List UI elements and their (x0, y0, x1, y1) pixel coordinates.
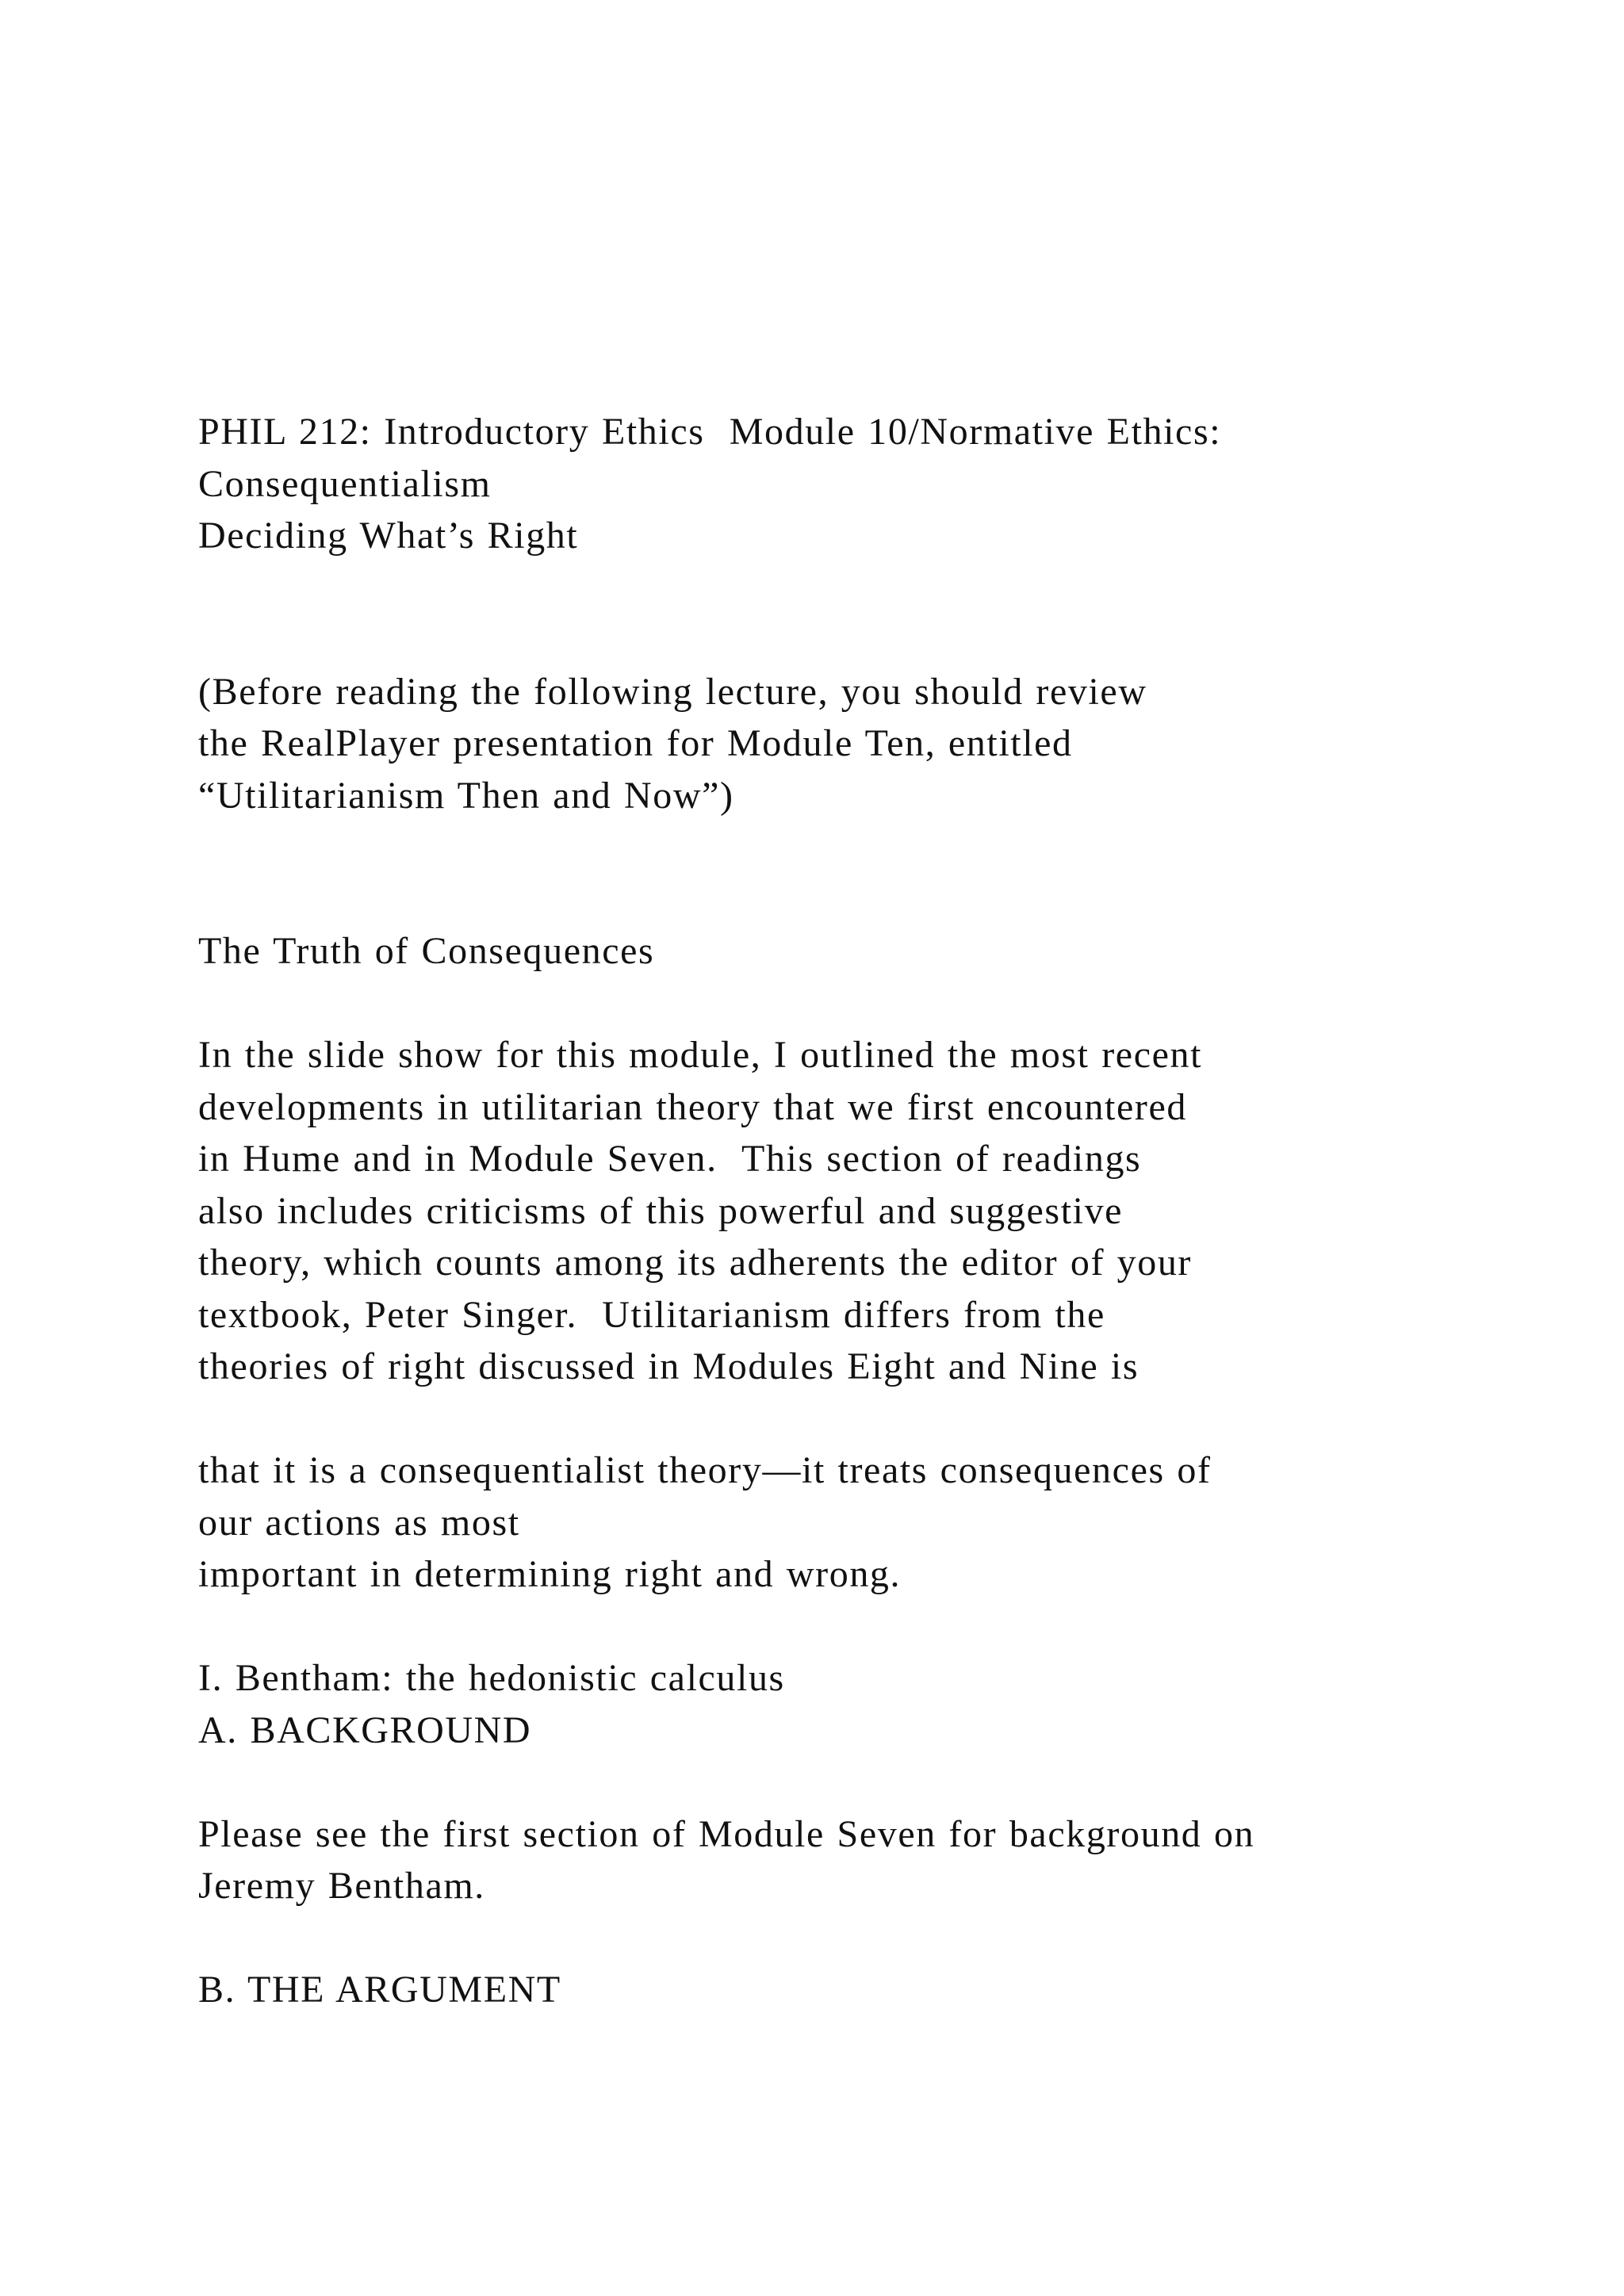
paragraph-line: our actions as most (198, 1501, 520, 1544)
spacer (198, 1912, 1507, 1965)
paragraph-line: also includes criticisms of this powerful and suggestive (198, 1189, 1124, 1232)
paragraph-line: important in determining right and wrong. (198, 1553, 902, 1595)
spacer (198, 821, 1507, 925)
paragraph-line: Jeremy Bentham. (198, 1865, 485, 1907)
document-header (198, 406, 1507, 562)
preface-line: (Before reading the following lecture, you should review (198, 670, 1147, 713)
preface-line: “Utilitarianism Then and Now”) (198, 774, 734, 817)
paragraph-line: theories of right discussed in Modules Eight and Nine is (198, 1345, 1139, 1387)
spacer (198, 1756, 1507, 1808)
header-line-topic: Consequentialism (198, 462, 492, 505)
paragraph-line: in Hume and in Module Seven. This section of readings (198, 1138, 1142, 1180)
heading-argument: B. THE ARGUMENT (198, 1969, 561, 2011)
document-body (198, 406, 1507, 2016)
paragraph-consequentialist (198, 1445, 1507, 1601)
paragraph-line: In the slide show for this module, I outlined the most recent (198, 1034, 1203, 1076)
header-line-subtitle: Deciding What’s Right (198, 515, 579, 557)
header-line-course: PHIL 212: Introductory Ethics Module 10/Normative Ethics: (198, 411, 1222, 453)
heading-background: A. BACKGROUND (198, 1709, 532, 1751)
paragraph-line: theory, which counts among its adherents the editor of your (198, 1242, 1193, 1284)
paragraph-line: developments in utilitarian theory that we first encountered (198, 1085, 1187, 1128)
paragraph-line: textbook, Peter Singer. Utilitarianism differs from the (198, 1293, 1105, 1336)
spacer (198, 562, 1507, 666)
preface-line: the RealPlayer presentation for Module Ten, entitled (198, 722, 1073, 764)
spacer (198, 1393, 1507, 1445)
spacer (198, 1601, 1507, 1653)
paragraph-line: Please see the first section of Module Seven for background on (198, 1812, 1255, 1855)
heading-bentham: I. Bentham: the hedonistic calculus (198, 1657, 785, 1699)
section-title: The Truth of Consequences (198, 930, 655, 972)
paragraph-background (198, 1808, 1507, 1912)
paragraph-intro (198, 1029, 1507, 1393)
spacer (198, 978, 1507, 1030)
paragraph-line: that it is a consequentialist theory—it treats consequences of (198, 1449, 1212, 1491)
preface-note (198, 666, 1507, 822)
